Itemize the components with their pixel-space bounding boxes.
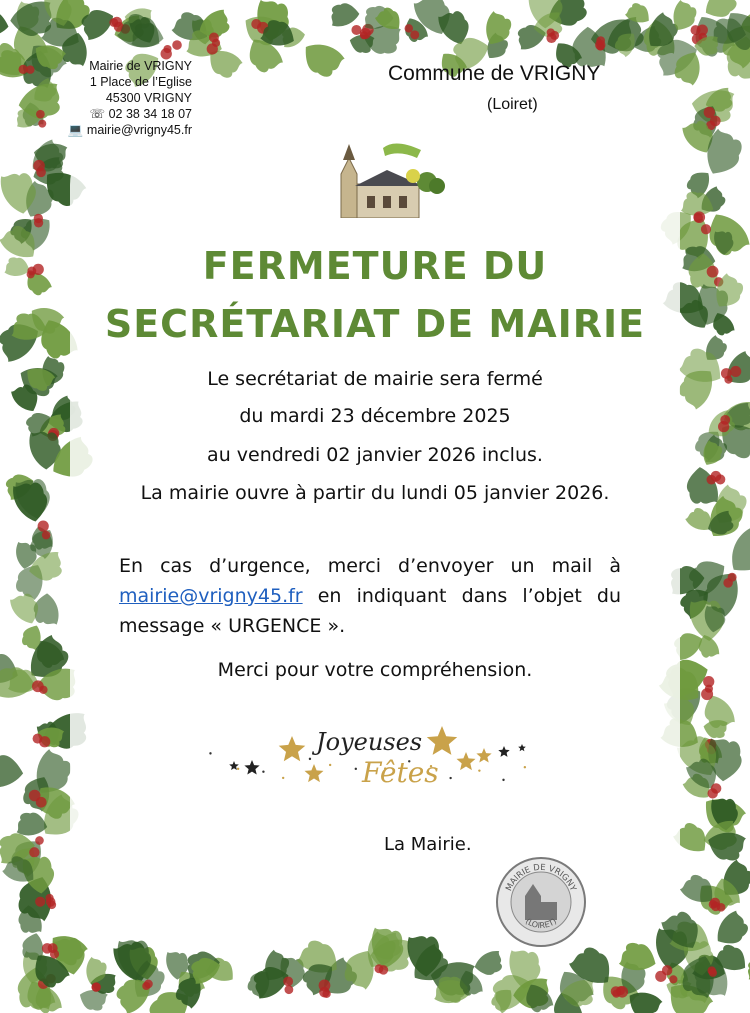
star-icon <box>279 736 306 761</box>
holly-berry <box>595 40 605 50</box>
holly-leaf <box>472 949 506 979</box>
stamp-top-text: MAIRIE DE VRIGNY <box>504 862 578 893</box>
holly-berry <box>405 24 413 32</box>
star-icon <box>498 746 509 757</box>
announcement-line-4: La mairie ouvre à partir du lundi 05 janvier 2026. <box>140 482 610 504</box>
holly-berry <box>723 578 733 588</box>
holly-berry <box>91 982 100 991</box>
sparkle-dot <box>309 758 311 760</box>
holly-berry <box>612 990 620 998</box>
sparkle-dot <box>237 768 239 770</box>
holly-leaf <box>0 11 9 37</box>
greeting-line-2: Fêtes <box>362 756 439 789</box>
star-icon <box>244 760 259 775</box>
sparkle-dot <box>502 779 504 781</box>
holly-berry <box>29 790 41 802</box>
holly-leaf <box>329 1 361 28</box>
holly-berry <box>35 897 45 907</box>
announcement-line-1: Le secrétariat de mairie sera fermé <box>207 368 543 390</box>
holly-berry <box>45 894 53 902</box>
holly-berry <box>50 949 59 958</box>
holly-berry <box>546 33 556 43</box>
holly-berry <box>39 736 50 747</box>
holly-berry <box>209 32 219 42</box>
holly-berry <box>662 965 672 975</box>
urgency-text-before: En cas d’urgence, merci d’envoyer un mail à <box>119 555 621 577</box>
mairie-postal-city: 45300 VRIGNY <box>105 91 192 105</box>
holly-berry <box>374 964 383 973</box>
holly-berry <box>35 836 44 845</box>
holly-berry <box>284 985 293 994</box>
mairie-contact-block <box>22 58 192 138</box>
holly-berry <box>707 788 717 798</box>
star-icon <box>518 744 526 751</box>
mairie-address: 1 Place de l’Eglise <box>89 75 192 89</box>
holly-berry <box>34 218 43 227</box>
mairie-phone: ☏ 02 38 34 18 07 <box>89 107 192 121</box>
holly-berry <box>701 688 713 700</box>
holly-leaf <box>16 812 48 837</box>
holly-berry <box>410 30 419 39</box>
urgency-text-after: en indiquant dans l’objet du message « URGENCE ». <box>119 585 621 637</box>
commune-department: (Loiret) <box>487 96 538 113</box>
holly-leaf <box>0 755 23 788</box>
holly-berry <box>360 28 371 39</box>
star-icon <box>457 752 476 770</box>
holly-berry <box>709 969 717 977</box>
mairie-email: 💻 mairie@vrigny45.fr <box>67 123 192 137</box>
holly-berry <box>283 976 293 986</box>
sparkle-dot <box>209 752 211 754</box>
signature: La Mairie. <box>384 834 472 855</box>
holly-berry <box>29 847 39 857</box>
mairie-name: Mairie de VRIGNY <box>89 59 192 73</box>
headline-line-2: SECRÉTARIAT DE MAIRIE <box>104 302 646 346</box>
announcement-line-2: du mardi 23 décembre 2025 <box>239 405 511 427</box>
holly-leaf <box>745 957 750 982</box>
holly-berry <box>717 903 726 912</box>
star-icon <box>427 726 457 755</box>
holly-berry <box>172 40 182 50</box>
holly-berry <box>701 224 711 234</box>
sparkle-dot <box>282 777 284 779</box>
holly-berry <box>39 686 47 694</box>
announcement-line-3: au vendredi 02 janvier 2026 inclus. <box>207 444 543 466</box>
holly-berry <box>669 975 677 983</box>
holly-berry <box>42 531 51 540</box>
holly-berry <box>693 211 705 223</box>
holly-berry <box>142 982 150 990</box>
greeting-line-1: Joyeuses <box>316 728 423 756</box>
holly-berry <box>322 990 330 998</box>
mairie-stamp-seal <box>495 856 587 948</box>
stamp-bottom-text: (LOIRET) <box>523 916 559 931</box>
holly-leaf <box>131 22 164 48</box>
commune-title: Commune de VRIGNY <box>388 62 601 85</box>
sparkle-dot <box>524 766 526 768</box>
village-church-logo <box>333 140 445 218</box>
holly-berry <box>38 521 49 532</box>
joyeuses-fetes-greeting <box>204 712 544 802</box>
star-icon <box>305 764 324 782</box>
urgency-paragraph <box>119 551 621 641</box>
sparkle-dot <box>449 777 451 779</box>
thanks-line: Merci pour votre compréhension. <box>217 659 533 681</box>
star-icon <box>476 748 491 763</box>
sparkle-dot <box>478 769 480 771</box>
urgency-email-link[interactable]: mairie@vrigny45.fr <box>119 585 303 607</box>
holly-berry <box>36 167 46 177</box>
holly-leaf <box>703 719 728 739</box>
sparkle-dot <box>262 771 264 773</box>
holly-leaf <box>297 36 346 82</box>
sparkle-dot <box>355 768 357 770</box>
headline-line-1: FERMETURE DU <box>202 244 548 288</box>
sparkle-dot <box>329 764 331 766</box>
